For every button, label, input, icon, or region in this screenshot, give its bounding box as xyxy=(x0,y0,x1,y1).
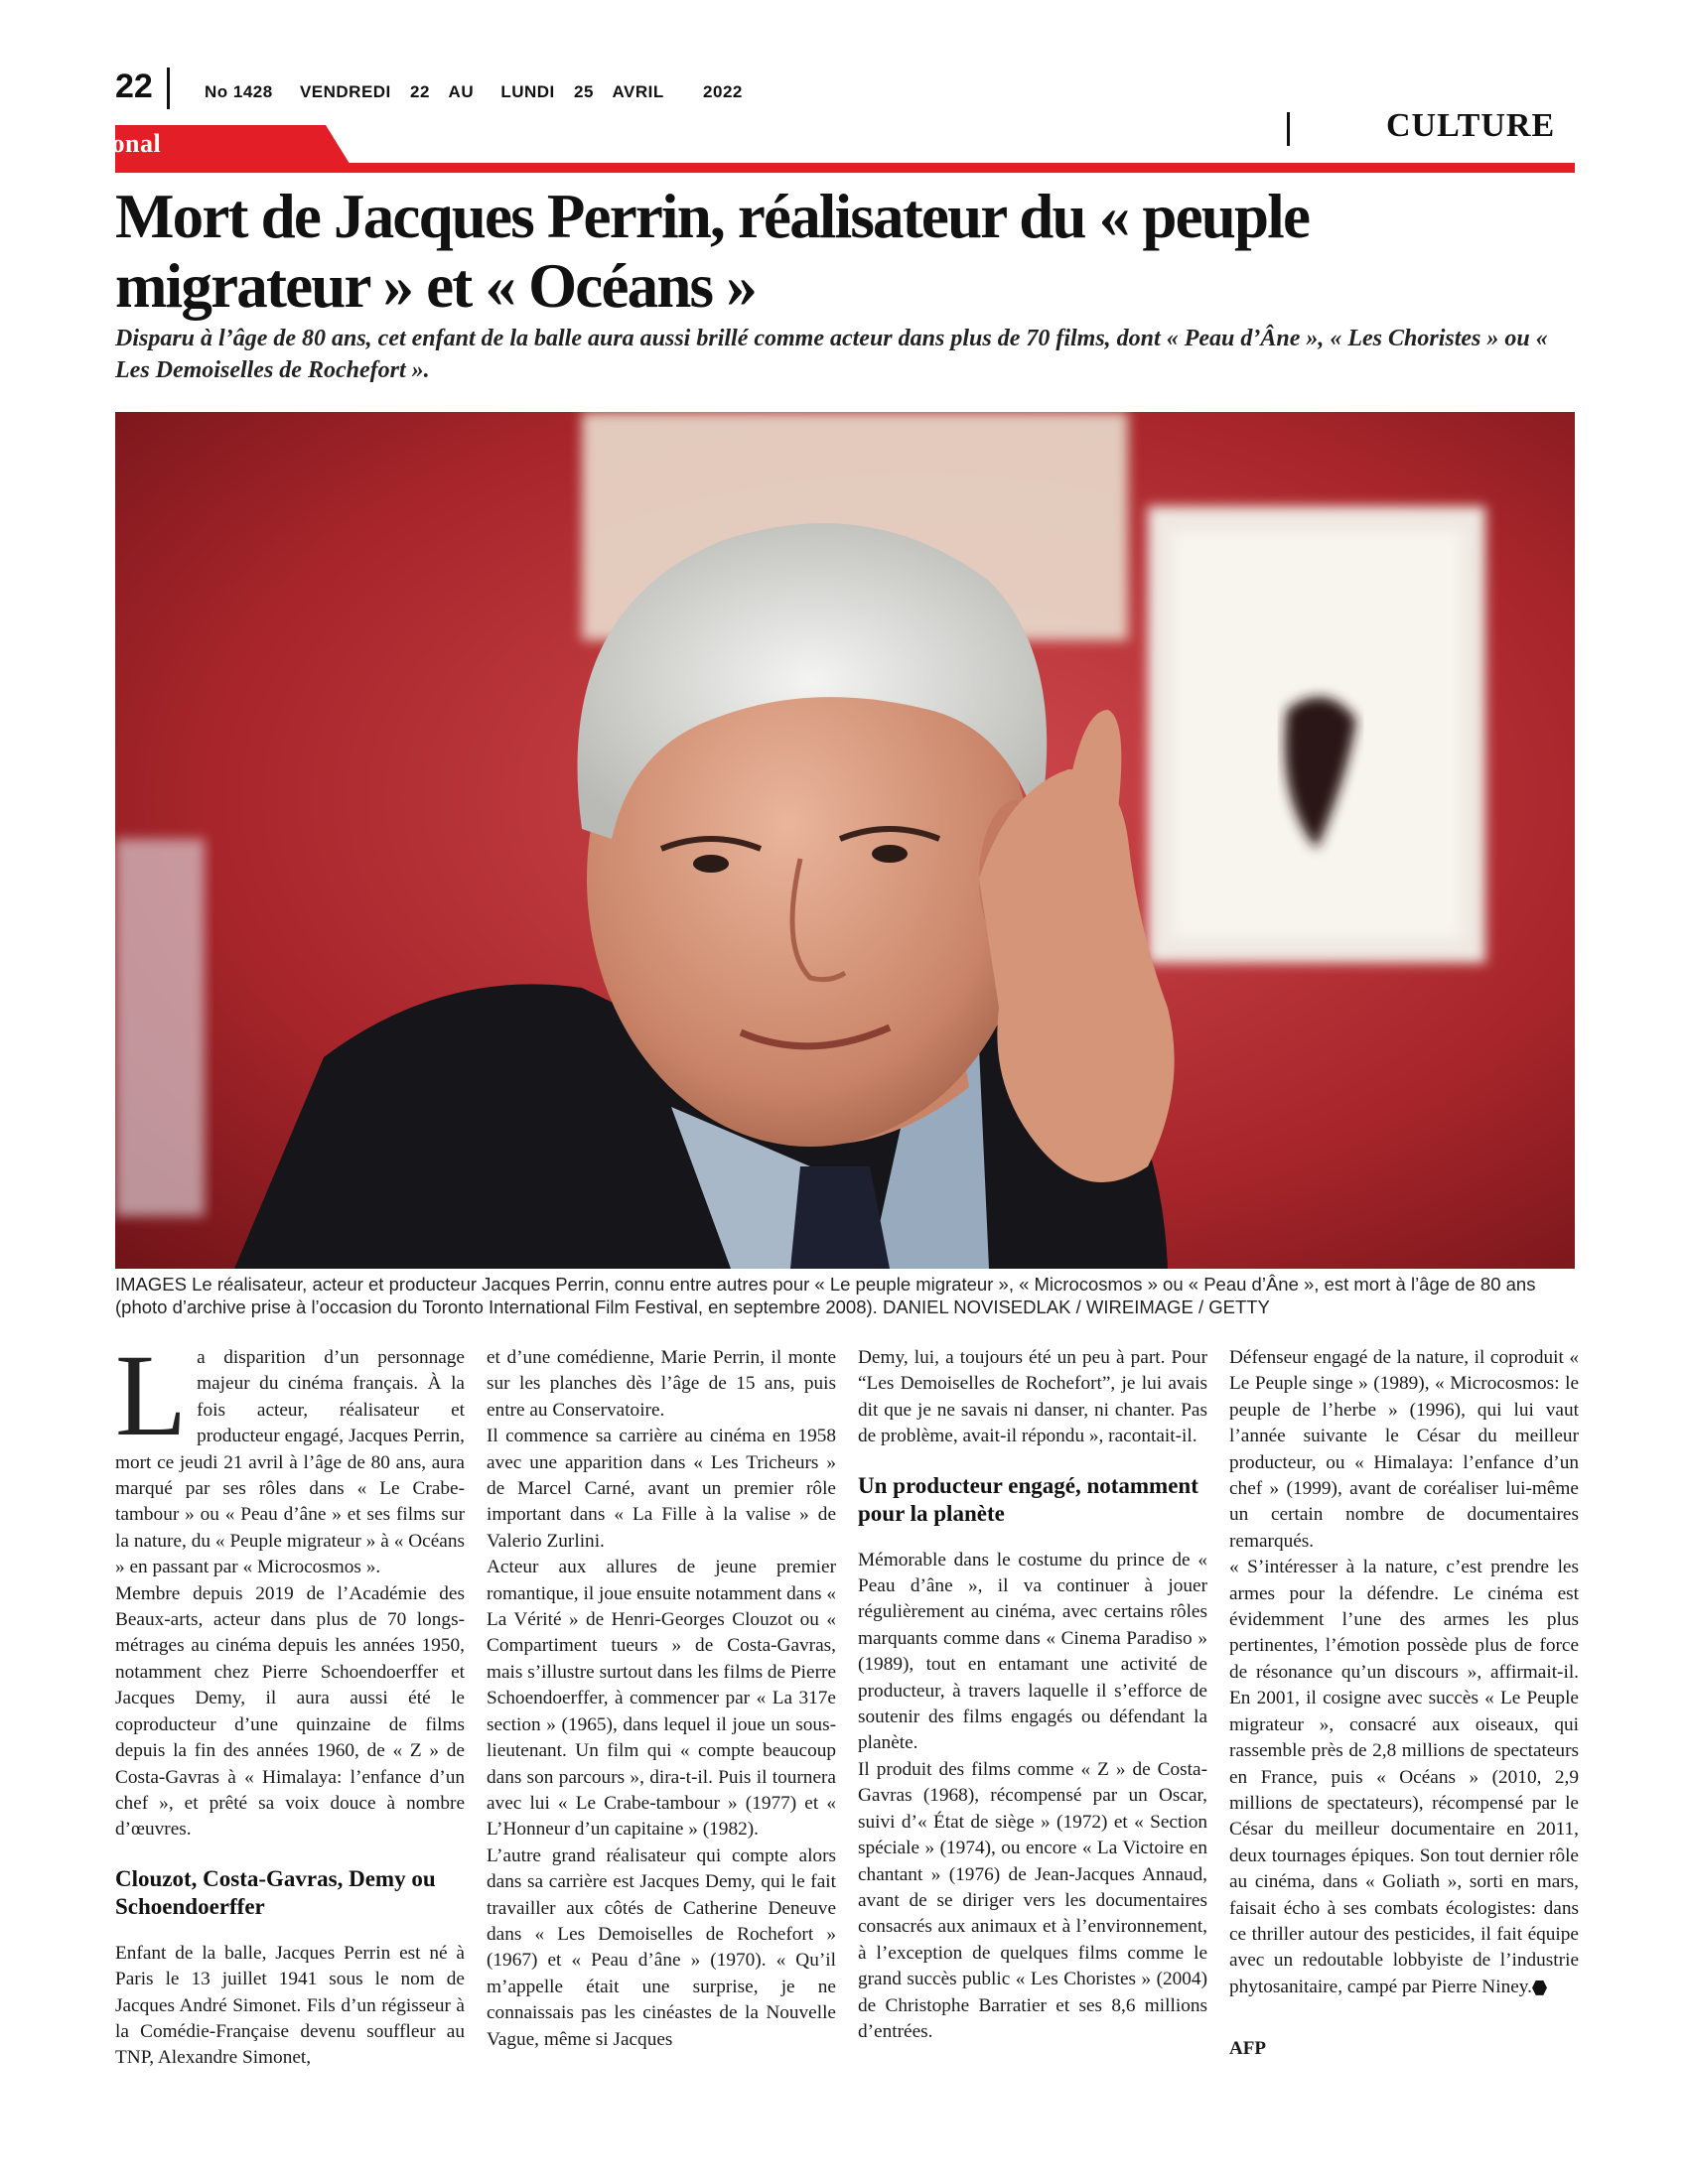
body-text: a disparition d’un personnage majeur du cinéma français. À la fois acteur, réalisateur et producteur engagé, Jacques Perrin, mort ce jeudi 21 avril à l’âge de 80 ans, aura marqué par ses rôles dans « Le Crabe-tambour » ou « Peau d’âne » et ses films sur la nature, du « Peuple migrateur » à « Océans » en passant par « Microcosmos ». xyxy=(115,1347,465,1578)
body-paragraph: Membre depuis 2019 de l’Académie des Beaux-arts, acteur dans plus de 70 longs-métrages au cinéma depuis les années 1950, notamment chez Pierre Schoendoerffer et Jacques Demy, il aura aussi été le coproducteur d’une quinzaine de films depuis la fin des années 1960, de « Z » de Costa-Gavras à « Himalaya: l’enfance d’un chef », et prêté sa voix douce à nombre d’œuvres. xyxy=(115,1582,465,1841)
body-paragraph: Demy, lui, a toujours été un peu à part. Pour “Les Demoiselles de Rochefort”, je lui avais dit que je ne savais ni danser, ni chanter. Pas de problème, avait-il répondu », racontait-il. xyxy=(858,1347,1207,1447)
byline-signature: AFP xyxy=(1229,2038,1266,2060)
subheading: Clouzot, Costa-Gavras, Demy ou Schoendoerffer xyxy=(115,1865,436,1919)
date-word: AVRIL xyxy=(612,82,664,101)
page-number: 22 xyxy=(115,68,153,105)
issue-dateline xyxy=(205,82,765,102)
body-paragraph xyxy=(115,1330,465,1581)
body-paragraph: Il produit des films comme « Z » de Costa-Gavras (1968), récompensé par un Oscar, suivi d’« État de siège » (1972) et « Section spéciale » (1974), ou encore « La Victoire en chantant » (1976) de Jean-Jacques Annaud, avant de se diriger vers les documentaires consacrés aux animaux et à l’environnement, à l’exception de quelques films comme le grand succès public « Les Choristes » (2004) de Christophe Barratier et ses 8,6 millions d’entrées. xyxy=(858,1758,1207,2042)
date-word: 25 xyxy=(574,82,594,101)
body-paragraph: Mémorable dans le costume du prince de « Peau d’âne », il va continuer à jouer régulièrement au cinéma, avec certains rôles marquants comme dans « Cinema Paradiso » (1989), tout en entamant une activité de producteur, à travers laquelle il s’efforce de soutenir des films engagés ou défendant la planète. xyxy=(858,1549,1207,1754)
date-word: VENDREDI xyxy=(299,82,391,101)
body-paragraph: Enfant de la balle, Jacques Perrin est né à Paris le 13 juillet 1941 sous le nom de Jacques André Simonet. Fils d’un régisseur à la Comédie-Française devenu souffleur au TNP, Alexandre Simonet, xyxy=(115,1942,465,2069)
article-photo xyxy=(115,412,1575,1269)
article-column-3 xyxy=(858,1345,1207,2045)
article-column-2 xyxy=(487,1345,836,2053)
subheading: Un producteur engagé, notamment pour la planète xyxy=(858,1472,1198,1526)
body-paragraph: Défenseur engagé de la nature, il coproduit « Le Peuple singe » (1989), « Microcosmos: le peuple de l’herbe » (1996), qui lui vaut l’année suivante le César du meilleur producteur, ou « Himalaya: l’enfance d’un chef » (1999), avant de coréaliser lui-même un certain nombre de documentaires remarqués. xyxy=(1229,1347,1579,1552)
brand-name: Le National xyxy=(26,129,162,158)
section-label: CULTURE xyxy=(1386,107,1556,144)
date-word: AU xyxy=(448,82,475,101)
section-divider xyxy=(1287,112,1290,146)
body-text: « S’intéresser à la nature, c’est prendre les armes pour la défendre. Le cinéma est évidemment l’une des armes les plus pertinentes, l’émotion possède plus de force de résonance qu’un discours », affirmait-il. En 2001, il cosigne avec succès « Le Peuple migrateur », consacré aux oiseaux, qui rassemble près de 2,8 millions de spectateurs en France, puis « Océans » (2010, 2,9 millions de spectateurs), récompensé par le César du meilleur documentaire en 2011, deux tournages épiques. Son tout dernier rôle au cinéma, dans « Goliath », sorti en mars, faisait écho à ses combats écologistes: dans ce thriller autour des pesticides, il fait équipe avec un redoutable lobbyiste de l’industrie phytosanitaire, campé par Pierre Niney. xyxy=(1229,1557,1579,1997)
date-word: LUNDI xyxy=(500,82,555,101)
page-number-divider xyxy=(167,68,170,109)
end-mark-icon xyxy=(1532,1980,1547,1995)
drop-cap: L xyxy=(115,1330,188,1460)
body-paragraph: Il commence sa carrière au cinéma en 1958 avec une apparition dans « Les Tricheurs » de Marcel Carné, avant un premier rôle important dans « La Fille à la valise » de Valerio Zurlini. xyxy=(487,1426,836,1552)
header-rule xyxy=(115,163,1575,173)
issue-number: No 1428 xyxy=(205,82,273,101)
body-paragraph: L’autre grand réalisateur qui compte alors dans sa carrière est Jacques Demy, qui le fait travailler aux côtés de Catherine Deneuve dans « Les Demoiselles de Rochefort » (1967) et « Peau d’âne » (1970). « Qu’il m’appelle était une surprise, je ne connaissais pas les cinéastes de la Nouvelle Vague, même si Jacques xyxy=(487,1844,836,2050)
headline: Mort de Jacques Perrin, réalisateur du « peuple migrateur » et « Océans » xyxy=(115,182,1310,321)
article-column-1 xyxy=(115,1330,465,2072)
article-column-4 xyxy=(1229,1345,1579,2063)
body-paragraph: Acteur aux allures de jeune premier romantique, il joue ensuite notamment dans « La Vérité » de Henri-Georges Clouzot ou « Compartiment tueurs » de Costa-Gavras, mais s’illustre surtout dans les films de Pierre Schoendoerffer, à commencer par « La 317e section » (1965), dans lequel il joue un sous-lieutenant. Un film qui « compte beaucoup dans son parcours », dira-t-il. Puis il tournera avec lui « Le Crabe-tambour » (1977) et « L’Honneur d’un capitaine » (1982). xyxy=(487,1557,836,1841)
standfirst: Disparu à l’âge de 80 ans, cet enfant de la balle aura aussi brillé comme acteur dans plus de 70 films, dont « Peau d’Âne », « Les Choristes » ou « Les Demoiselles de Rochefort ». xyxy=(115,326,1548,383)
date-word: 22 xyxy=(410,82,430,101)
body-paragraph: et d’une comédienne, Marie Perrin, il monte sur les planches dès l’âge de 15 ans, puis entre au Conservatoire. xyxy=(487,1347,836,1421)
body-paragraph xyxy=(1229,1555,1579,2000)
photo-caption: IMAGES Le réalisateur, acteur et producteur Jacques Perrin, connu entre autres pour « Le peuple migrateur », « Microcosmos » ou « Peau d’Âne », est mort à l’âge de 80 ans (photo d’archive prise à l’occasion du Toronto International Film Festival, en septembre 2008). DANIEL NOVISEDLAK / WIREIMAGE / GETTY xyxy=(115,1274,1536,1317)
date-word: 2022 xyxy=(703,82,743,101)
